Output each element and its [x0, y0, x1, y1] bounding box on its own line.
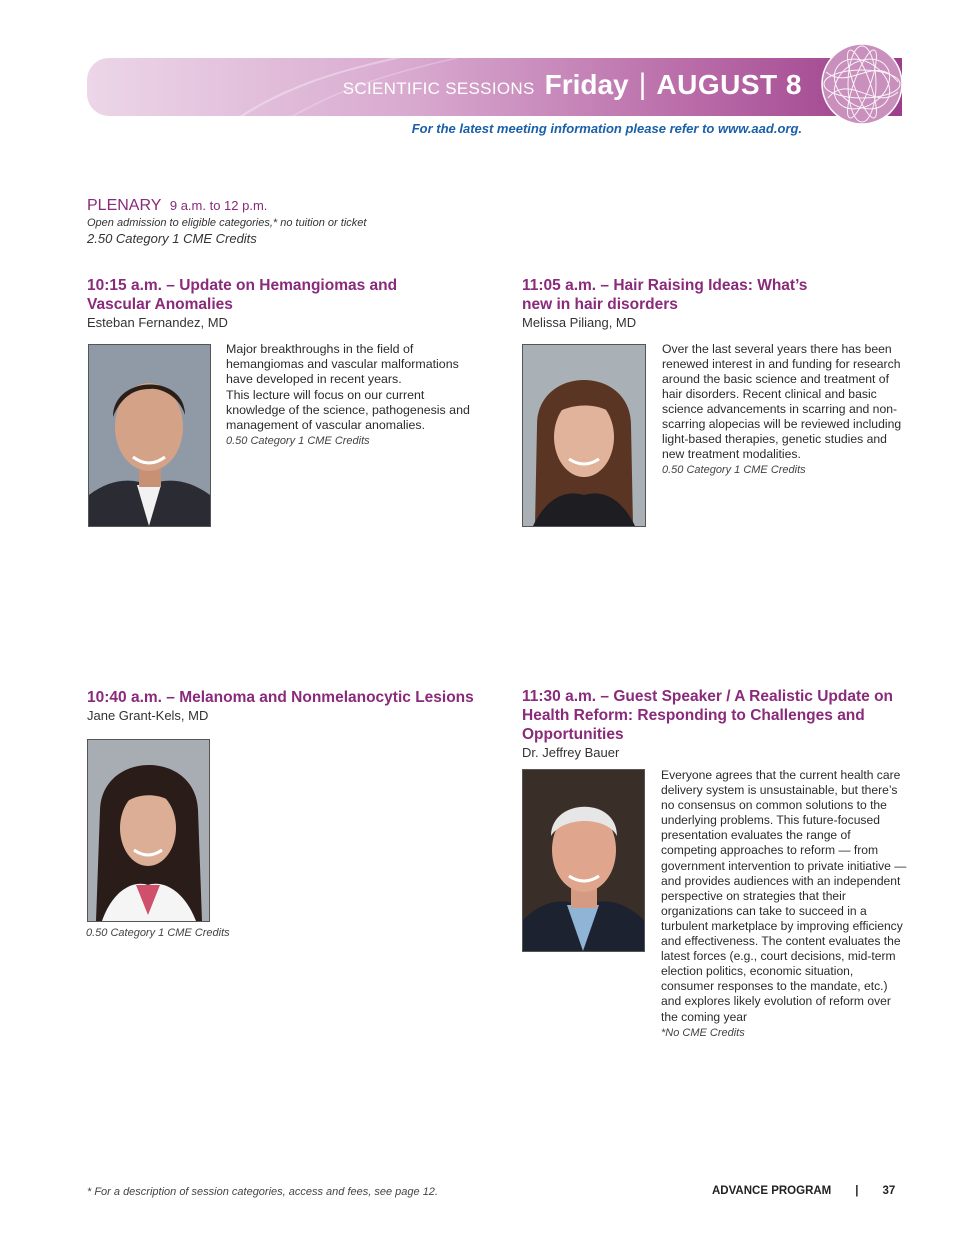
plenary-admission: Open admission to eligible categories,* no tuition or ticket	[87, 217, 367, 229]
description-paragraph: Everyone agrees that the current health care delivery system is unsustainable, but there’s no consensus on common solutions to the underlying problems. This future-focused presentation evaluates the range of competing approaches to reform — from government intervention to private initiative — and provides audiences with an independent perspective on strategies that their organizations can take to succeed in a turbulent marketplace by improving efficiency and effectiveness. The content evaluates the latest forces (e.g., court decisions, mid-term election politics, economic situation, consumer responses to the mandate, etc.) and explores likely evolution of reform over the coming year	[661, 768, 907, 1024]
footer-separator: |	[855, 1185, 859, 1197]
session-title: 11:30 a.m. – Guest Speaker / A Realistic Update on Health Reform: Responding to Challenges and Opportunities	[522, 688, 894, 743]
section-label: SCIENTIFIC SESSIONS	[342, 79, 535, 98]
session-credits: 0.50 Category 1 CME Credits	[226, 435, 370, 448]
session-speaker: Melissa Piliang, MD	[522, 315, 637, 330]
plenary-label: PLENARY	[87, 197, 162, 214]
program-label: ADVANCE PROGRAM	[712, 1185, 832, 1197]
session-credits: 0.50 Category 1 CME Credits	[86, 927, 230, 939]
session-credits: 0.50 Category 1 CME Credits	[662, 464, 806, 476]
description-paragraph: Major breakthroughs in the field of hemangiomas and vascular malformations have developed in recent years.	[226, 342, 459, 387]
session-title: 11:05 a.m. – Hair Raising Ideas: What’s new in hair disorders	[522, 277, 808, 313]
banner-title	[343, 68, 802, 102]
session-credits: *No CME Credits	[661, 1026, 745, 1039]
plenary-credits: 2.50 Category 1 CME Credits	[87, 231, 257, 246]
session-speaker: Esteban Fernandez, MD	[87, 315, 228, 330]
plenary-block	[87, 197, 366, 246]
page-number: 37	[882, 1185, 896, 1197]
description-paragraph: Over the last several years there has been renewed interest in and funding for research around the basic science and treatment of hair disorders. Recent clinical and basic science advancements in scarring and non-scarring alopecias will be reviewed including light-based therapies, genetic studies and new treatment modalities.	[662, 342, 902, 461]
session-bauer	[522, 687, 907, 760]
header-banner	[87, 58, 902, 116]
session-description	[661, 768, 908, 1041]
footnote: * For a description of session categories, access and fees, see page 12.	[87, 1186, 438, 1198]
globe-logo-icon	[820, 42, 904, 126]
session-title: 10:15 a.m. – Update on Hemangiomas and Vascular Anomalies	[87, 277, 398, 313]
session-grant-kels	[87, 688, 507, 723]
session-description	[226, 342, 476, 449]
speaker-photo-fernandez	[88, 344, 211, 527]
page-footer	[712, 1185, 895, 1197]
session-speaker: Dr. Jeffrey Bauer	[522, 745, 620, 760]
session-fernandez	[87, 276, 427, 330]
plenary-time: 9 a.m. to 12 p.m.	[169, 198, 268, 213]
speaker-photo-piliang	[522, 344, 646, 527]
description-paragraph: This lecture will focus on our current knowledge of the science, pathogenesis and management of vascular anomalies.	[226, 387, 470, 433]
meeting-info-notice: For the latest meeting information please refer to www.aad.org.	[411, 121, 802, 136]
session-speaker: Jane Grant-Kels, MD	[87, 708, 209, 723]
session-piliang	[522, 276, 822, 330]
session-title: 10:40 a.m. – Melanoma and Nonmelanocytic Lesions	[87, 689, 474, 706]
session-description	[662, 342, 908, 478]
date-label: AUGUST 8	[656, 69, 802, 100]
day-label: Friday	[544, 69, 629, 100]
title-separator: |	[638, 68, 647, 101]
speaker-photo-grant-kels	[87, 739, 210, 922]
speaker-photo-bauer	[522, 769, 645, 952]
